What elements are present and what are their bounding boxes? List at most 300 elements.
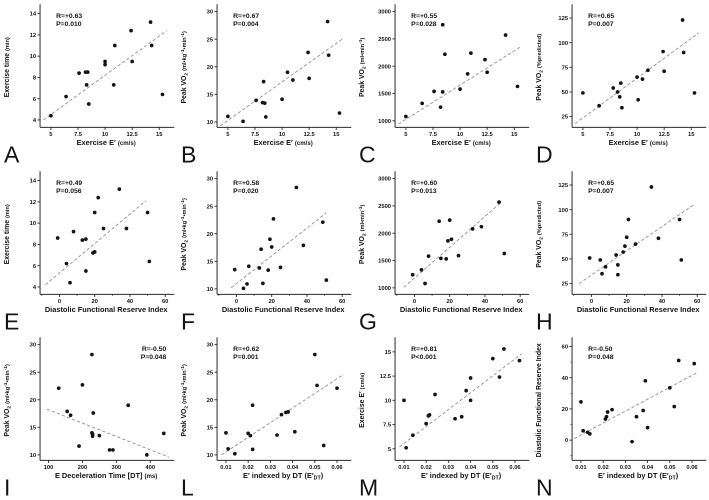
scatter-point [641, 409, 645, 413]
y-tick-label: 10 [206, 119, 214, 126]
y-tick-label: 25 [206, 370, 214, 377]
scatter-point [426, 254, 430, 258]
y-axis-label: Peak $VO_2$ (%predicted) [535, 33, 545, 101]
y-tick-label: 20 [29, 398, 37, 405]
y-axis-label: Exercise time (min) [4, 37, 12, 98]
panel-A-plot [0, 0, 177, 167]
x-axis-label: Exercise E′ (cm/s) [431, 137, 491, 147]
scatter-point [618, 95, 622, 99]
panel-D [532, 0, 709, 167]
x-tick-label: 0 [235, 298, 239, 305]
correlation-p-label: P<0.001 [410, 354, 437, 362]
scatter-point [264, 115, 268, 119]
scatter-point [233, 452, 237, 456]
x-tick-label: 0.02 [597, 465, 609, 472]
scatter-point [635, 75, 639, 79]
scatter-point [621, 250, 625, 254]
x-tick-label: 7.5 [251, 131, 260, 138]
scatter-point [84, 237, 88, 241]
scatter-point [65, 410, 69, 414]
scatter-point [90, 353, 94, 357]
scatter-point [459, 415, 463, 419]
panel-E-plot [0, 167, 177, 334]
scatter-point [65, 261, 69, 265]
correlation-r-label: R=+0.81 [410, 346, 437, 354]
scatter-point [315, 384, 319, 388]
scatter-point [419, 268, 423, 272]
scatter-point [680, 18, 684, 22]
scatter-point [626, 217, 630, 221]
y-tick-label: 3000 [377, 176, 391, 183]
panel-letter: E [4, 308, 20, 334]
x-tick-label: 0.04 [641, 465, 653, 472]
y-axis-label: Peak $VO_2$ ($ml•kg^{-1}_{•min}^{-1}_)$ [181, 364, 190, 437]
panel-B [177, 0, 354, 167]
x-tick-label: 60 [161, 298, 169, 305]
scatter-point [440, 90, 444, 94]
panel-A [0, 0, 177, 167]
scatter-point [581, 91, 585, 95]
x-tick-label: 0 [57, 298, 62, 305]
x-axis-label: Diastolic Functional Reserve Index [222, 304, 345, 314]
y-tick-label: 14 [29, 178, 37, 185]
x-tick-label: 15 [156, 131, 163, 138]
scatter-point [145, 453, 149, 457]
correlation-r-label: R=+0.65 [587, 179, 614, 187]
scatter-point [682, 51, 686, 55]
scatter-point [677, 217, 681, 221]
correlation-r-label: R=-0.50 [141, 346, 167, 354]
x-tick-label: 15 [333, 131, 340, 138]
x-tick-label: 60 [516, 298, 523, 305]
scatter-point [625, 235, 629, 239]
scatter-point [149, 20, 153, 24]
scatter-point [125, 226, 129, 230]
x-tick-label: 0.06 [508, 465, 521, 472]
scatter-point [226, 115, 230, 119]
trend-line [403, 202, 500, 287]
scatter-point [247, 264, 251, 268]
x-tick-label: 20 [623, 298, 630, 305]
x-tick-label: 12.5 [303, 131, 316, 138]
scatter-point [616, 263, 620, 267]
scatter-point [57, 387, 61, 391]
scatter-point [77, 445, 81, 449]
scatter-point [322, 444, 326, 448]
panel-letter: I [4, 474, 11, 500]
y-axis-label: Diastolic Functional Reserve Index [535, 343, 543, 458]
scatter-point [620, 106, 624, 110]
scatter-point [633, 242, 637, 246]
y-tick-label: 75 [561, 232, 568, 239]
scatter-point [93, 250, 97, 254]
y-tick-label: 25 [561, 281, 568, 288]
x-tick-label: 40 [303, 298, 311, 305]
panel-C [355, 0, 532, 167]
correlation-p-label: P=0.007 [587, 21, 614, 29]
y-tick-label: 25 [206, 37, 214, 44]
y-tick-label: 10 [384, 398, 391, 405]
scatter-point [615, 90, 619, 94]
scatter-point [649, 185, 653, 189]
scatter-point [258, 266, 262, 270]
x-tick-label: 60 [339, 298, 346, 305]
x-tick-label: 40 [126, 298, 134, 305]
scatter-point [287, 410, 291, 414]
scatter-point [280, 97, 284, 101]
scatter-point [410, 273, 414, 277]
y-tick-label: 1000 [377, 285, 391, 292]
scatter-point [126, 404, 130, 408]
y-axis-label: Peak $VO_2$ (%predicted) [535, 200, 545, 268]
scatter-point [267, 268, 271, 272]
x-tick-label: 400 [145, 465, 156, 472]
scatter-point [245, 282, 249, 286]
panel-M [355, 333, 532, 500]
scatter-point [623, 244, 627, 248]
scatter-point [291, 78, 295, 82]
scatter-point [81, 383, 85, 387]
y-tick-label: 100 [558, 40, 568, 47]
correlation-p-label: P=0.004 [233, 21, 259, 29]
x-tick-label: 0.01 [397, 465, 410, 472]
y-tick-label: 0 [564, 438, 568, 445]
scatter-point [643, 379, 647, 383]
y-tick-label: 15 [29, 425, 37, 432]
x-tick-label: 0.05 [486, 465, 498, 472]
scatter-point [162, 432, 166, 436]
x-tick-label: 20 [91, 298, 98, 305]
x-tick-label: 7.5 [428, 131, 437, 138]
scatter-point [502, 251, 506, 255]
scatter-point [672, 405, 676, 409]
scatter-point [640, 77, 644, 81]
x-tick-label: 12.5 [481, 131, 493, 138]
scatter-point [497, 376, 501, 380]
scatter-point [108, 448, 112, 452]
y-tick-label: 75 [561, 65, 568, 72]
y-tick-label: 10 [29, 220, 37, 227]
y-tick-label: 2000 [377, 64, 391, 71]
scatter-point [85, 83, 89, 87]
x-tick-label: 12.5 [658, 131, 670, 138]
scatter-point [77, 71, 81, 75]
y-tick-label: 12 [29, 199, 37, 206]
panel-letter: F [181, 308, 196, 334]
scatter-point [490, 357, 494, 361]
scatter-point [468, 399, 472, 403]
scatter-point [603, 265, 607, 269]
y-tick-label: 12 [29, 32, 37, 39]
x-tick-label: 0.06 [686, 465, 698, 472]
x-tick-label: 0 [589, 298, 593, 305]
scatter-point [146, 210, 150, 214]
y-tick-label: 125 [558, 182, 568, 189]
scatter-point [656, 236, 660, 240]
y-tick-label: 25 [206, 203, 214, 210]
scatter-point [308, 76, 312, 80]
correlation-p-label: P=0.048 [140, 354, 167, 362]
scatter-point [404, 115, 408, 119]
panel-F-plot [177, 167, 354, 334]
x-axis-label: Exercise E′ (cm/s) [253, 137, 313, 147]
scatter-point [611, 86, 615, 90]
panel-N-plot [532, 333, 709, 500]
scatter-point [464, 389, 468, 393]
scatter-point [113, 44, 117, 48]
scatter-point [68, 281, 72, 285]
y-tick-label: 1500 [377, 91, 391, 98]
panel-letter: H [535, 308, 553, 334]
y-tick-label: 10 [29, 54, 37, 61]
scatter-point [112, 83, 116, 87]
x-axis-label: E′ indexed by DT $(E'_{DT})$ [243, 471, 324, 482]
y-tick-label: 12.5 [379, 374, 391, 381]
scatter-point [86, 70, 90, 74]
panel-I [0, 333, 177, 500]
scatter-point [338, 111, 342, 115]
scatter-point [327, 53, 331, 57]
scatter-point [325, 278, 329, 282]
y-tick-label: 6 [32, 96, 37, 103]
scatter-point [161, 93, 165, 97]
y-tick-label: 10 [29, 453, 37, 460]
y-tick-label: 20 [561, 407, 568, 414]
scatter-point [302, 243, 306, 247]
scatter-point [96, 195, 100, 199]
scatter-point [69, 414, 73, 418]
scatter-point [242, 286, 246, 290]
correlation-p-label: P=0.007 [587, 187, 614, 195]
y-axis-label: Peak $VO_2$ ($ml•kg^{-1}_{•min}^{-1}_)$ [3, 364, 13, 437]
trend-line [43, 31, 167, 120]
x-axis-label: Diastolic Functional Reserve Index [44, 304, 168, 314]
y-axis-label: Exercise E′ (cm/s) [358, 373, 366, 429]
trend-line [221, 38, 345, 126]
y-tick-label: 5 [387, 447, 391, 454]
y-tick-label: 15 [206, 425, 214, 432]
scatter-point [588, 256, 592, 260]
panel-letter: D [535, 141, 553, 167]
x-tick-label: 10 [456, 131, 463, 138]
y-axis-label: Peak $VO_2$ ($ml•\min^{-1}_)$ [358, 204, 368, 264]
scatter-point [130, 60, 134, 64]
scatter-point [636, 98, 640, 102]
scatter-point [64, 95, 68, 99]
correlation-p-label: P=0.020 [233, 187, 259, 195]
x-tick-label: 100 [43, 465, 54, 472]
x-axis-label: E Deceleration Time [DT] (ms) [54, 471, 158, 481]
scatter-point [610, 408, 614, 412]
scatter-point [224, 431, 228, 435]
x-tick-label: 15 [510, 131, 517, 138]
scatter-point [102, 226, 106, 230]
x-tick-label: 200 [77, 465, 88, 472]
x-tick-label: 0 [412, 298, 416, 305]
x-tick-label: 10 [101, 131, 109, 138]
scatter-point [404, 446, 408, 450]
correlation-p-label: P=0.013 [410, 187, 437, 195]
x-tick-label: 40 [658, 298, 665, 305]
correlation-r-label: R=+0.58 [233, 179, 260, 187]
x-tick-label: 20 [268, 298, 276, 305]
x-axis-label: Diastolic Functional Reserve Index [399, 304, 522, 314]
y-tick-label: 20 [206, 64, 214, 71]
scatter-point [449, 237, 453, 241]
scatter-point [485, 70, 489, 74]
scatter-point [605, 410, 609, 414]
x-tick-label: 5 [403, 131, 408, 138]
x-tick-label: 12.5 [126, 131, 138, 138]
scatter-point [49, 114, 53, 118]
scatter-point [456, 253, 460, 257]
scatter-point [326, 20, 330, 24]
x-tick-label: 7.5 [605, 131, 614, 138]
x-tick-label: 10 [279, 131, 286, 138]
y-tick-label: 3000 [377, 9, 391, 16]
correlation-p-label: P=0.001 [233, 354, 259, 362]
panel-H-plot [532, 167, 709, 334]
scatter-point [503, 33, 507, 37]
scatter-point [293, 430, 297, 434]
scatter-point [129, 29, 133, 33]
scatter-point [447, 218, 451, 222]
scatter-point [668, 386, 672, 390]
correlation-r-label: R=-0.50 [587, 346, 613, 354]
x-axis-label: Exercise E′ (cm/s) [608, 137, 668, 147]
scatter-point [227, 447, 231, 451]
scatter-point [604, 415, 608, 419]
scatter-point [262, 80, 266, 84]
correlation-p-label: P=0.056 [56, 187, 82, 195]
y-tick-label: 4 [32, 284, 37, 291]
correlation-r-label: R=+0.62 [233, 346, 260, 354]
trend-line [399, 354, 521, 447]
scatter-point [423, 281, 427, 285]
scatter-point [93, 210, 97, 214]
scatter-point [661, 50, 665, 54]
panel-letter: L [181, 474, 195, 500]
y-tick-label: 20 [206, 231, 214, 238]
x-tick-label: 0.03 [264, 465, 277, 472]
x-axis-label: E′ indexed by DT $(E'_{DT})$ [597, 471, 679, 482]
scatter-point [147, 259, 151, 263]
scatter-point [439, 256, 443, 260]
x-tick-label: 40 [481, 298, 488, 305]
panel-letter: B [181, 141, 197, 167]
scatter-point [249, 434, 253, 438]
scatter-point [241, 119, 245, 123]
y-tick-label: 25 [29, 370, 37, 377]
scatter-point [279, 265, 283, 269]
scatter-point [440, 23, 444, 27]
panel-G-plot [355, 167, 532, 334]
scatter-point [420, 102, 424, 106]
y-axis-label: Exercise time (min) [4, 203, 12, 265]
y-tick-label: 8 [32, 75, 37, 82]
correlation-r-label: R=+0.63 [56, 13, 83, 21]
y-tick-label: 50 [561, 256, 568, 263]
scatter-point [483, 58, 487, 62]
correlation-p-label: P=0.028 [410, 21, 437, 29]
x-tick-label: 0.03 [442, 465, 454, 472]
panel-N [532, 333, 709, 500]
scatter-point [275, 434, 279, 438]
correlation-r-label: R=+0.65 [587, 13, 614, 21]
scatter-point [597, 104, 601, 108]
panel-M-plot [355, 333, 532, 500]
correlation-r-label: R=+0.60 [410, 179, 437, 187]
panel-L-plot [177, 333, 354, 500]
scatter-point [634, 415, 638, 419]
scatter-point [465, 72, 469, 76]
x-tick-label: 0.02 [242, 465, 255, 472]
x-tick-label: 20 [445, 298, 453, 305]
y-tick-label: 4 [32, 118, 37, 125]
scatter-point [646, 68, 650, 72]
panel-letter: N [535, 474, 553, 500]
y-tick-label: 60 [561, 344, 568, 351]
x-tick-label: 0.06 [331, 465, 343, 472]
x-tick-label: 0.04 [287, 465, 299, 472]
y-tick-label: 125 [558, 16, 568, 23]
scatter-point [614, 253, 618, 257]
panel-C-plot [355, 0, 532, 167]
scatter-point [469, 51, 473, 55]
scatter-point [402, 399, 406, 403]
scatter-point [103, 60, 107, 64]
scatter-point [268, 237, 272, 241]
scatter-point [502, 347, 506, 351]
panel-I-plot [0, 333, 177, 500]
scatter-point [424, 422, 428, 426]
y-tick-label: 15 [206, 92, 214, 99]
scatter-point [150, 44, 154, 48]
scatter-point [453, 417, 457, 421]
scatter-point [270, 245, 274, 249]
scatter-point [444, 257, 448, 261]
x-tick-label: 0.04 [464, 465, 476, 472]
y-tick-label: 15 [206, 259, 214, 266]
scatter-point [335, 387, 339, 391]
x-tick-label: 15 [687, 131, 695, 138]
y-tick-label: 30 [29, 343, 37, 350]
x-tick-label: 10 [633, 131, 641, 138]
scatter-point [588, 432, 592, 436]
x-axis-label: E′ indexed by DT $(E'_{DT})$ [420, 471, 501, 482]
scatter-point [437, 219, 441, 223]
scatter-point [103, 63, 107, 67]
scatter-point [677, 359, 681, 363]
y-tick-label: 50 [561, 90, 568, 97]
y-tick-label: 8 [32, 242, 37, 249]
panel-B-plot [177, 0, 354, 167]
panel-F [177, 167, 354, 334]
scatter-point [692, 362, 696, 366]
trend-line [398, 46, 522, 124]
scatter-point [81, 238, 85, 242]
trend-line [231, 212, 326, 287]
scatter-point [598, 258, 602, 262]
x-tick-label: 0.05 [309, 465, 321, 472]
scatter-point [619, 81, 623, 85]
scatter-point [84, 269, 88, 273]
scatter-point [692, 91, 696, 95]
scatter-point [260, 247, 264, 251]
x-tick-label: 5 [226, 131, 230, 138]
panel-letter: A [4, 141, 20, 167]
scatter-point [600, 272, 604, 276]
